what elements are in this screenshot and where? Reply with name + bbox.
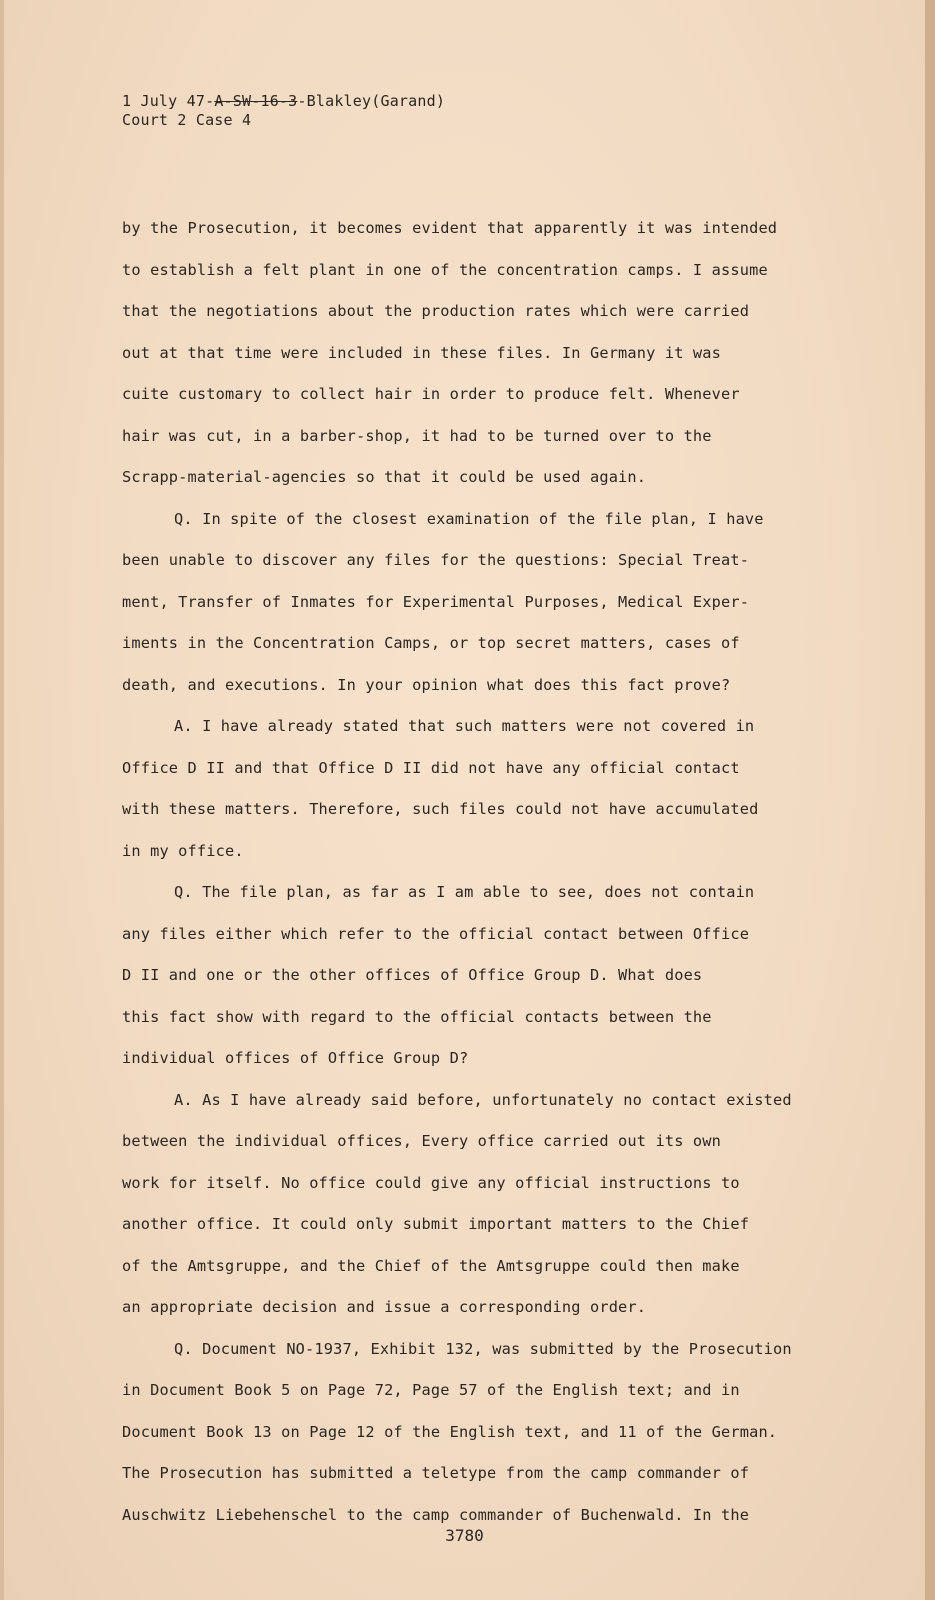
transcript-line: individual offices of Office Group D? — [122, 1049, 469, 1067]
header-date: 1 July 47- — [122, 92, 215, 110]
transcript-line: that the negotiations about the production rates which were carried — [122, 302, 750, 320]
transcript-line: D II and one or the other offices of Office Group D. What does — [122, 966, 703, 984]
transcript-line: Q. The file plan, as far as I am able to see, does not contain — [174, 883, 755, 901]
transcript-line: Document Book 13 on Page 12 of the English text, and 11 of the German. — [122, 1422, 778, 1441]
transcript-line: iments in the Concentration Camps, or top secret matters, cases of — [122, 634, 740, 652]
transcript-line: this fact show with regard to the official contacts between the — [122, 1007, 712, 1026]
transcript-line: another office. It could only submit important matters to the Chief — [122, 1215, 750, 1233]
transcript-line: out at that time were included in these files. In Germany it was — [122, 343, 722, 362]
transcript-line: hair was cut, in a barber-shop, it had to be turned over to the — [122, 426, 712, 445]
transcript-line: The Prosecution has submitted a teletype from the camp commander of — [122, 1464, 750, 1482]
transcript-body — [122, 208, 862, 1536]
transcript-line: work for itself. No office could give any official instructions to — [122, 1173, 740, 1192]
transcript-line: death, and executions. In your opinion what does this fact prove? — [122, 675, 731, 694]
header-line-2: Court 2 Case 4 — [122, 111, 252, 129]
transcript-line: to establish a felt plant in one of the concentration camps. I assume — [122, 260, 768, 279]
header-reporter: -Blakley(Garand) — [297, 92, 446, 110]
transcript-line: by the Prosecution, it becomes evident that apparently it was intended — [122, 219, 778, 237]
transcript-line: Auschwitz Liebehenschel to the camp commander of Buchenwald. In the — [122, 1505, 750, 1524]
transcript-line: Q. In spite of the closest examination of the file plan, I have — [174, 509, 764, 528]
transcript-line: an appropriate decision and issue a corresponding order. — [122, 1298, 647, 1316]
transcript-line: in Document Book 5 on Page 72, Page 57 of the English text; and in — [122, 1381, 740, 1399]
transcript-line: A. As I have already said before, unfortunately no contact existed — [174, 1090, 792, 1109]
transcript-line: cuite customary to collect hair in order to produce felt. Whenever — [122, 385, 740, 403]
transcript-line: A. I have already stated that such matters were not covered in — [174, 717, 755, 735]
transcript-line: ment, Transfer of Inmates for Experimental Purposes, Medical Exper- — [122, 592, 750, 611]
page-number: 3780 — [445, 1526, 484, 1545]
transcript-line: Q. Document NO-1937, Exhibit 132, was submitted by the Prosecution — [174, 1339, 792, 1358]
transcript-line: any files either which refer to the official contact between Office — [122, 924, 750, 943]
transcript-line: Office D II and that Office D II did not have any official contact — [122, 758, 740, 777]
transcript-line: between the individual offices, Every office carried out its own — [122, 1132, 722, 1150]
header-line-1 — [122, 92, 445, 111]
transcript-line: in my office. — [122, 841, 244, 860]
transcript-line: been unable to discover any files for the questions: Special Treat- — [122, 551, 750, 569]
transcript-line: Scrapp-material-agencies so that it could be used again. — [122, 468, 647, 486]
header-struck-code: A-SW-16-3 — [214, 92, 298, 110]
document-header — [122, 92, 445, 130]
transcript-line: with these matters. Therefore, such files could not have accumulated — [122, 800, 759, 818]
transcript-line: of the Amtsgruppe, and the Chief of the Amtsgruppe could then make — [122, 1256, 740, 1275]
